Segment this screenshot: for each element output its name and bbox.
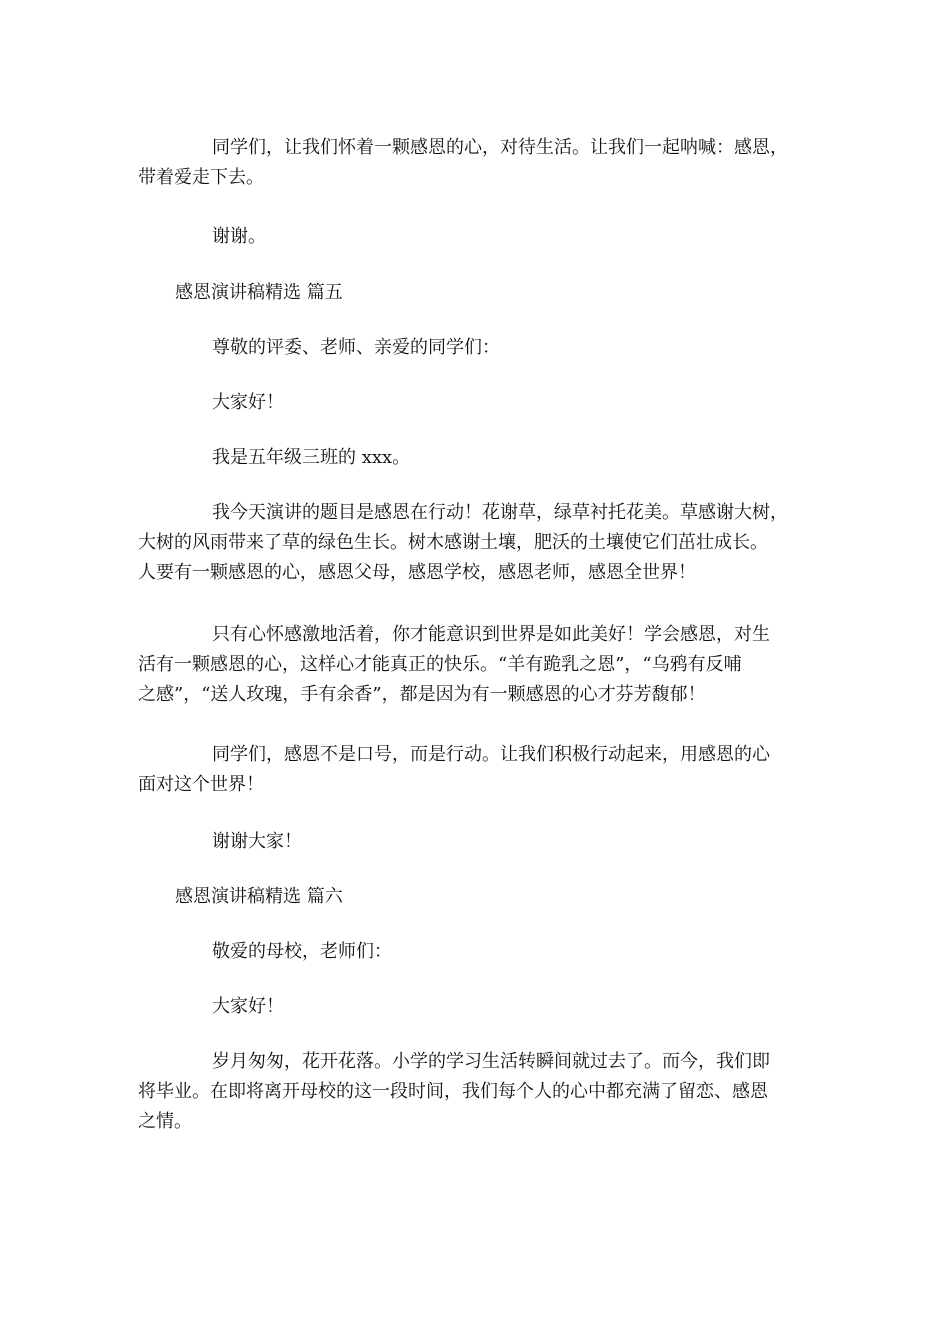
paragraph-line: 之情。 (138, 1111, 192, 1132)
section-heading-part-five: 感恩演讲稿精选 篇五 (175, 282, 343, 303)
paragraph-graduation (138, 1047, 810, 1137)
self-introduction-line: 我是五年级三班的 xxx。 (212, 447, 411, 468)
paragraph-line: 只有心怀感激地活着，你才能意识到世界是如此美好！学会感恩，对生 (212, 624, 770, 645)
salutation-line: 尊敬的评委、老师、亲爱的同学们： (212, 337, 500, 358)
paragraph-line: 带着爱走下去。 (138, 167, 264, 188)
paragraph-line: 面对这个世界！ (138, 774, 264, 795)
paragraph-line: 将毕业。在即将离开母校的这一段时间，我们每个人的心中都充满了留恋、感恩 (138, 1081, 768, 1102)
greeting-line-2: 大家好！ (212, 996, 284, 1017)
paragraph-line: 活有一颗感恩的心，这样心才能真正的快乐。“羊有跪乳之恩”，“乌鸦有反哺 (138, 654, 742, 675)
paragraph-line: 岁月匆匆，花开花落。小学的学习生活转瞬间就过去了。而今，我们即 (212, 1051, 770, 1072)
paragraph-line: 同学们，感恩不是口号，而是行动。让我们积极行动起来，用感恩的心 (212, 744, 770, 765)
paragraph-action (138, 740, 810, 800)
thanks-line: 谢谢。 (212, 226, 266, 247)
paragraph-line: 大树的风雨带来了草的绿色生长。树木感谢土壤，肥沃的土壤使它们茁壮成长。 (138, 532, 768, 553)
paragraph-line: 同学们，让我们怀着一颗感恩的心，对待生活。让我们一起呐喊：感恩， (212, 137, 788, 158)
paragraph-speech-topic (138, 498, 810, 588)
salutation-line-2: 敬爱的母校，老师们： (212, 941, 392, 962)
greeting-line: 大家好！ (212, 392, 284, 413)
paragraph-closing-call (138, 133, 810, 193)
paragraph-line: 我今天演讲的题目是感恩在行动！花谢草，绿草衬托花美。草感谢大树， (212, 502, 788, 523)
paragraph-line: 人要有一颗感恩的心，感恩父母，感恩学校，感恩老师，感恩全世界！ (138, 562, 696, 583)
paragraph-gratitude (138, 620, 810, 710)
paragraph-line: 之感”，“送人玫瑰，手有余香”，都是因为有一颗感恩的心才芬芳馥郁！ (138, 684, 706, 705)
thanks-everyone-line: 谢谢大家！ (212, 831, 302, 852)
section-heading-part-six: 感恩演讲稿精选 篇六 (175, 886, 343, 907)
